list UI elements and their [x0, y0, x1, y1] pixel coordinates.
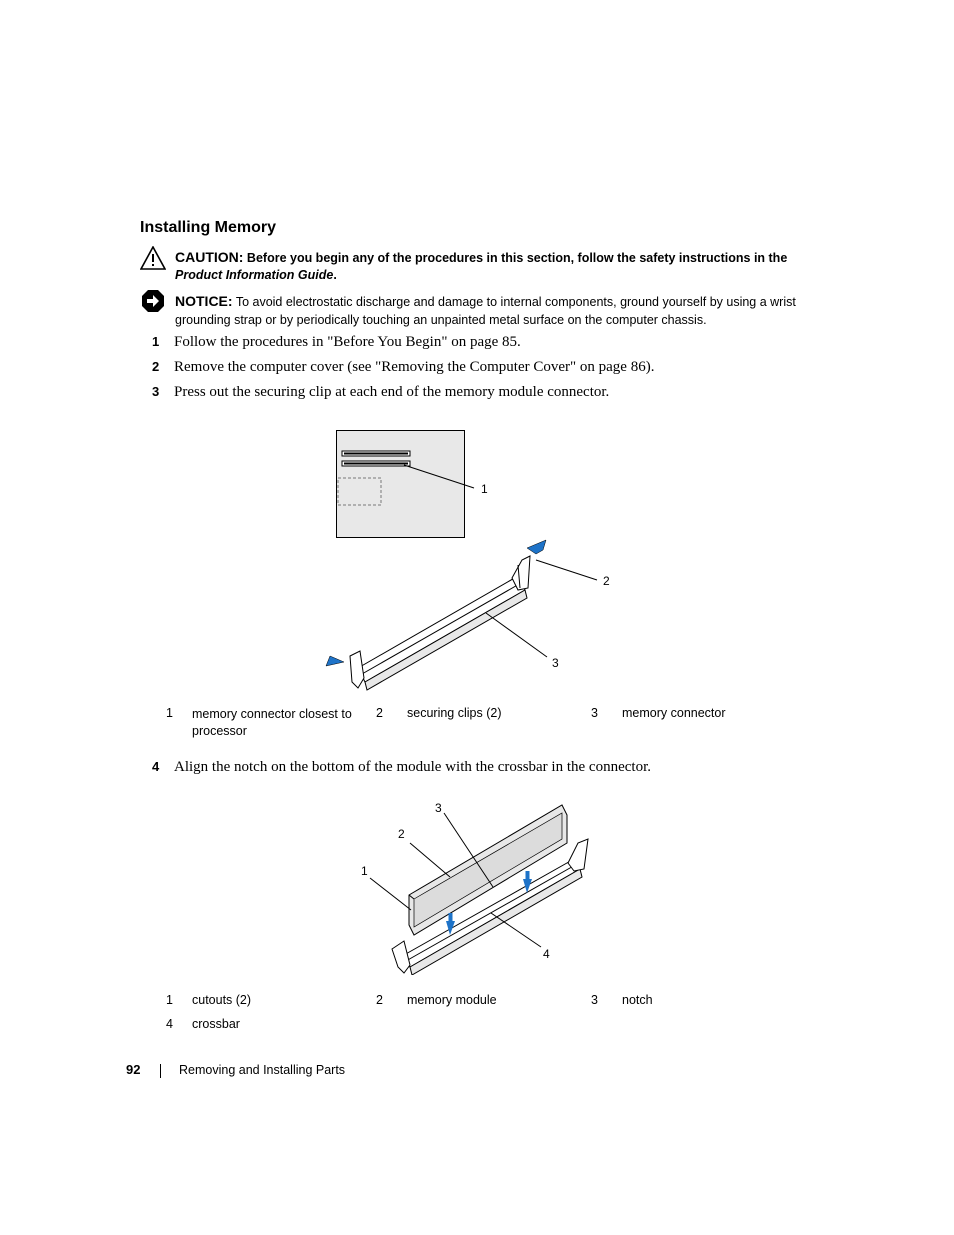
caution-guide-title: Product Information Guide [175, 268, 334, 282]
legend-text: cutouts (2) [192, 993, 252, 1007]
step-text: Follow the procedures in "Before You Begin" on page 85. [174, 334, 521, 350]
legend-number: 2 [376, 706, 383, 720]
caution-text: Before you begin any of the procedures in this section, follow the safety instructions in the [246, 251, 788, 265]
chapter-title: Removing and Installing Parts [179, 1063, 346, 1077]
legend-number: 3 [591, 993, 598, 1007]
legend-number: 4 [166, 1017, 173, 1031]
legend-number: 1 [166, 993, 173, 1007]
step-2 [152, 359, 654, 376]
callout-1: 1 [361, 864, 368, 878]
callout-3: 3 [435, 801, 442, 815]
legend-text: memory module [407, 993, 497, 1007]
step-text: Align the notch on the bottom of the module with the crossbar in the connector. [174, 759, 651, 775]
legend-number: 1 [166, 706, 173, 720]
caution-block [175, 249, 815, 284]
notice-text: To avoid electrostatic discharge and damage to internal components, ground yourself by using a wrist grounding strap or by periodically touching an unpainted metal surface on the computer chassis. [175, 295, 796, 327]
callout-2: 2 [398, 827, 405, 841]
callout-2: 2 [603, 574, 610, 588]
caution-label: CAUTION: [175, 249, 244, 265]
step-3 [152, 384, 609, 401]
step-1 [152, 334, 521, 351]
figure1-legend [0, 706, 954, 746]
section-title: Installing Memory [140, 219, 277, 236]
legend-text: notch [622, 993, 653, 1007]
callout-3: 3 [552, 656, 559, 670]
legend-text: crossbar [192, 1017, 240, 1031]
step-number: 1 [152, 334, 160, 349]
figure-module-alignment [0, 795, 954, 975]
legend-number: 2 [376, 993, 383, 1007]
notice-block [175, 292, 815, 329]
figure-memory-connector [0, 420, 954, 700]
callout-4: 4 [543, 947, 550, 961]
figure2-legend [0, 993, 954, 1038]
step-text: Press out the securing clip at each end of the memory module connector. [174, 384, 610, 400]
footer-divider [160, 1064, 161, 1078]
callout-1: 1 [481, 482, 488, 496]
step-text: Remove the computer cover (see "Removing the Computer Cover" on page 86). [174, 359, 655, 375]
legend-text: securing clips (2) [407, 706, 502, 720]
step-number: 2 [152, 359, 160, 374]
step-number: 3 [152, 384, 160, 399]
notice-label: NOTICE: [175, 293, 233, 309]
notice-icon [141, 289, 165, 313]
caution-icon [140, 246, 166, 270]
step-4 [152, 759, 651, 776]
caution-end: . [333, 268, 337, 282]
page-number: 92 [126, 1062, 141, 1077]
legend-text: memory connector closest to processor [192, 707, 352, 738]
legend-text: memory connector [622, 706, 726, 720]
legend-number: 3 [591, 706, 598, 720]
step-number: 4 [152, 759, 160, 774]
